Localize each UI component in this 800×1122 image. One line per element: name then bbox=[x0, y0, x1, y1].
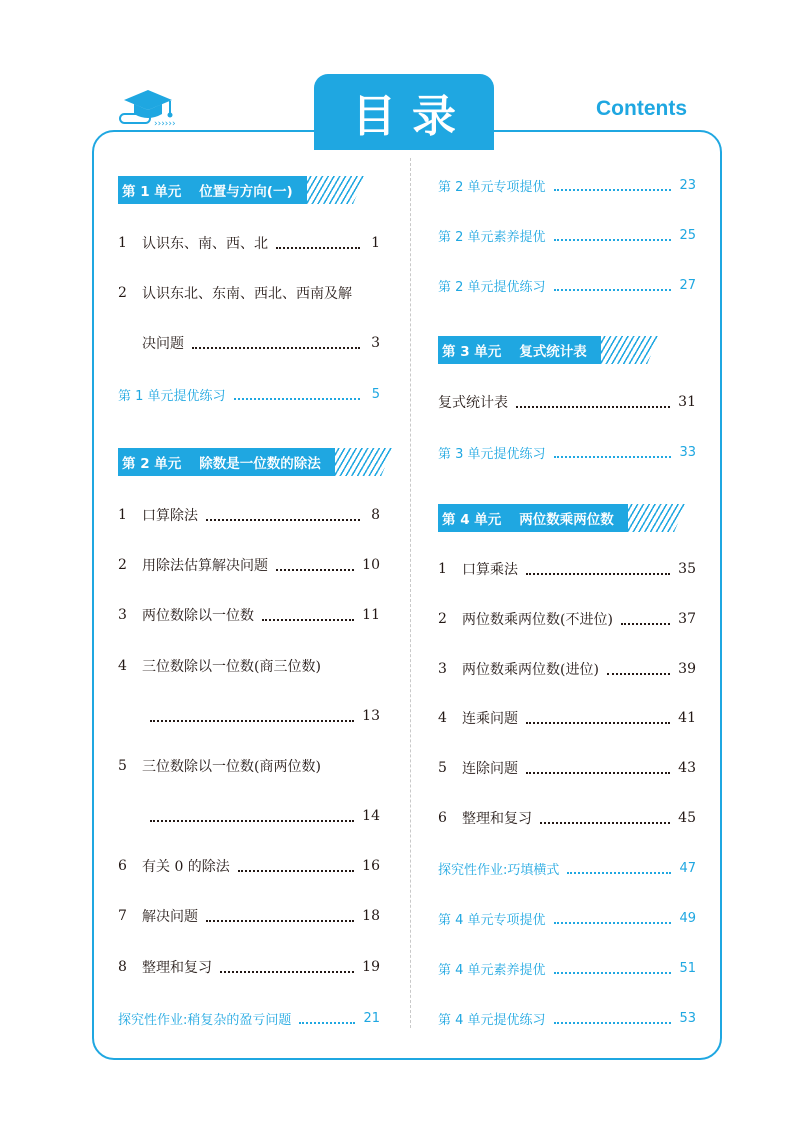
toc-entry[interactable]: 1 认识东、南、西、北 1 bbox=[118, 235, 380, 252]
toc-entry-special[interactable]: 第 2 单元专项提优 23 bbox=[438, 177, 696, 195]
toc-entry-practice[interactable]: 第 1 单元提优练习 5 bbox=[118, 386, 380, 404]
toc-entry[interactable]: 8 整理和复习 19 bbox=[118, 959, 380, 976]
unit-header: 第 3 单元 复式统计表 bbox=[438, 336, 659, 364]
toc-entry-practice[interactable]: 第 4 单元提优练习 53 bbox=[438, 1010, 696, 1028]
unit-header: 第 1 单元 位置与方向(一) bbox=[118, 176, 365, 204]
contents-subtitle: Contents bbox=[596, 97, 687, 120]
toc-entry[interactable]: 13 bbox=[118, 704, 380, 728]
toc-entry-explore[interactable]: 探究性作业:巧填横式 47 bbox=[438, 860, 696, 878]
toc-entry-special[interactable]: 第 4 单元素养提优 51 bbox=[438, 960, 696, 978]
toc-entry[interactable]: 1 口算乘法 35 bbox=[438, 561, 696, 578]
toc-entry[interactable]: 4 连乘问题 41 bbox=[438, 710, 696, 727]
toc-entry[interactable]: 2 两位数乘两位数(不进位) 37 bbox=[438, 611, 696, 628]
stripe-decoration bbox=[628, 504, 686, 532]
svg-text:››››››: ›››››› bbox=[154, 119, 176, 129]
toc-entry-explore[interactable]: 探究性作业:稍复杂的盈亏问题 21 bbox=[118, 1010, 380, 1028]
toc-entry[interactable]: 5 三位数除以一位数(商两位数) bbox=[118, 758, 321, 775]
column-divider bbox=[410, 158, 411, 1028]
toc-entry-practice[interactable]: 第 2 单元提优练习 27 bbox=[438, 277, 696, 295]
toc-entry[interactable]: 6 有关 0 的除法 16 bbox=[118, 858, 380, 875]
stripe-decoration bbox=[601, 336, 659, 364]
graduation-cap-icon bbox=[118, 84, 198, 130]
toc-entry[interactable]: 2 用除法估算解决问题 10 bbox=[118, 557, 380, 574]
unit-header: 第 4 单元 两位数乘两位数 bbox=[438, 504, 686, 532]
toc-entry[interactable]: 6 整理和复习 45 bbox=[438, 810, 696, 827]
toc-entry[interactable]: 1 口算除法 8 bbox=[118, 507, 380, 524]
toc-entry[interactable]: 复式统计表 31 bbox=[438, 394, 696, 411]
toc-entry-special[interactable]: 第 4 单元专项提优 49 bbox=[438, 910, 696, 928]
title-tab bbox=[314, 74, 494, 150]
toc-entry-practice[interactable]: 第 3 单元提优练习 33 bbox=[438, 444, 696, 462]
toc-entry-special[interactable]: 第 2 单元素养提优 25 bbox=[438, 227, 696, 245]
toc-entry[interactable]: 3 两位数除以一位数 11 bbox=[118, 607, 380, 624]
stripe-decoration bbox=[335, 448, 393, 476]
toc-entry[interactable]: 3 两位数乘两位数(进位) 39 bbox=[438, 661, 696, 678]
toc-entry[interactable]: 14 bbox=[118, 804, 380, 828]
toc-entry[interactable]: 2 认识东北、东南、西北、西南及解 bbox=[118, 285, 352, 302]
stripe-decoration bbox=[307, 176, 365, 204]
toc-entry[interactable]: 5 连除问题 43 bbox=[438, 760, 696, 777]
toc-entry[interactable]: 4 三位数除以一位数(商三位数) bbox=[118, 658, 321, 675]
unit-header: 第 2 单元 除数是一位数的除法 bbox=[118, 448, 393, 476]
toc-entry[interactable]: 决问题 3 bbox=[142, 335, 380, 352]
page-title: 目录 bbox=[352, 91, 472, 142]
toc-entry[interactable]: 7 解决问题 18 bbox=[118, 908, 380, 925]
